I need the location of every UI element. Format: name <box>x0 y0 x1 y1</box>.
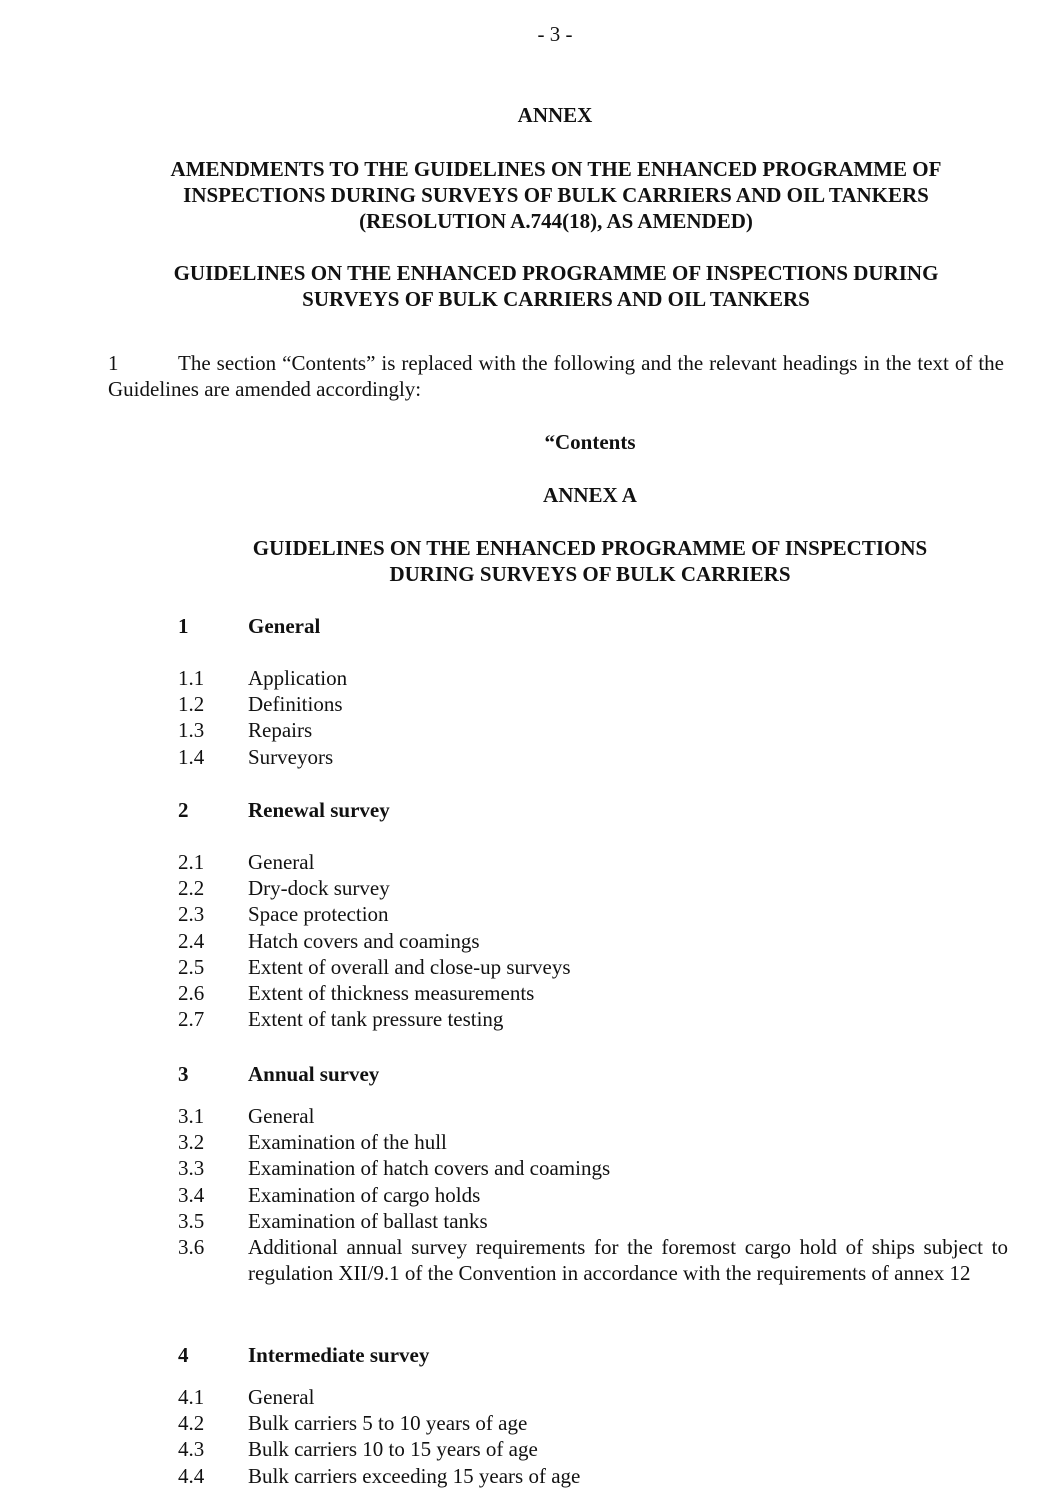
item-number: 3.3 <box>178 1156 205 1181</box>
toc-item <box>178 849 1008 875</box>
toc-item <box>178 1006 1008 1032</box>
section-number: 2 <box>178 798 189 822</box>
toc-item <box>178 665 1008 691</box>
section-title: Annual survey <box>248 1062 380 1086</box>
annex-a-title: GUIDELINES ON THE ENHANCED PROGRAMME OF INSPECTIONS DURING SURVEYS OF BULK CARRIERS <box>252 536 928 586</box>
paragraph-1 <box>108 350 1004 402</box>
item-number: 3.6 <box>178 1235 205 1260</box>
item-number: 3.4 <box>178 1182 205 1207</box>
annex-heading: ANNEX <box>517 103 593 127</box>
toc-item <box>178 1129 1008 1155</box>
toc-item <box>178 1410 1008 1436</box>
toc-item <box>178 1208 1008 1234</box>
toc-section-3-items <box>178 1103 1008 1286</box>
item-number: 3.2 <box>178 1130 205 1155</box>
section-title: Intermediate survey <box>248 1343 430 1367</box>
toc-item <box>178 1155 1008 1181</box>
item-number: 2.1 <box>178 850 205 874</box>
item-title: General <box>248 1385 315 1409</box>
item-title: Hatch covers and coamings <box>248 928 480 953</box>
item-title: Bulk carriers 10 to 15 years of age <box>248 1437 538 1462</box>
toc-item <box>178 928 1008 954</box>
item-number: 1.3 <box>178 718 205 743</box>
toc-section-2-items <box>178 849 1008 1032</box>
item-number: 2.2 <box>178 876 205 901</box>
item-number: 1.2 <box>178 692 205 717</box>
toc-item <box>178 1436 1008 1462</box>
page-number: - 3 - <box>537 22 573 46</box>
item-title: Bulk carriers 5 to 10 years of age <box>248 1411 528 1436</box>
item-title: Dry-dock survey <box>248 876 390 901</box>
section-number: 4 <box>178 1343 189 1367</box>
item-title: Repairs <box>248 718 313 743</box>
amendments-title: AMENDMENTS TO THE GUIDELINES ON THE ENHANCED PROGRAMME OF INSPECTIONS DURING SURVEYS OF BULK CARRIERS AND OIL TANKERS (RESOLUTION A.744(18), AS AMENDED) <box>170 157 942 233</box>
item-number: 4.4 <box>178 1463 205 1488</box>
item-title: Additional annual survey requirements for the foremost cargo hold of ships subject to regulation XII/9.1 of the Convention in accordance with the requirements of annex 12 <box>248 1235 1008 1286</box>
item-title: Examination of ballast tanks <box>248 1208 488 1233</box>
item-title: Examination of cargo holds <box>248 1182 481 1207</box>
item-title: General <box>248 1104 315 1128</box>
toc-item <box>178 1103 1008 1129</box>
section-title: General <box>248 614 321 638</box>
item-number: 2.4 <box>178 928 205 953</box>
toc-section-4 <box>178 1342 1008 1368</box>
item-number: 1.1 <box>178 666 205 690</box>
item-number: 2.7 <box>178 1007 205 1032</box>
item-title: Space protection <box>248 902 389 927</box>
item-number: 3.5 <box>178 1208 205 1233</box>
item-title: Surveyors <box>248 744 334 769</box>
item-number: 4.3 <box>178 1437 205 1462</box>
guidelines-title: GUIDELINES ON THE ENHANCED PROGRAMME OF INSPECTIONS DURING SURVEYS OF BULK CARRIERS AND OIL TANKERS <box>173 261 939 311</box>
item-title: Extent of tank pressure testing <box>248 1007 504 1032</box>
item-number: 2.5 <box>178 954 205 979</box>
item-title: Examination of the hull <box>248 1130 447 1155</box>
paragraph-number: 1 <box>108 351 119 375</box>
item-title: Definitions <box>248 692 343 717</box>
toc-section-1 <box>178 613 1008 639</box>
toc-item <box>178 744 1008 770</box>
item-title: Examination of hatch covers and coamings <box>248 1156 611 1181</box>
toc-item <box>178 901 1008 927</box>
section-title: Renewal survey <box>248 798 390 822</box>
toc-section-1-items <box>178 665 1008 770</box>
section-number: 3 <box>178 1062 189 1086</box>
item-number: 1.4 <box>178 744 205 769</box>
toc-item <box>178 717 1008 743</box>
item-number: 4.2 <box>178 1411 205 1436</box>
toc-item <box>178 1234 1008 1286</box>
item-title: Bulk carriers exceeding 15 years of age <box>248 1463 581 1488</box>
toc-item <box>178 1463 1008 1489</box>
toc-section-3 <box>178 1061 1008 1087</box>
item-number: 4.1 <box>178 1385 205 1409</box>
toc-section-4-items <box>178 1384 1008 1489</box>
item-number: 2.6 <box>178 981 205 1006</box>
toc-item <box>178 1384 1008 1410</box>
item-title: General <box>248 850 315 874</box>
toc-item <box>178 954 1008 980</box>
toc-item <box>178 691 1008 717</box>
paragraph-text: The section “Contents” is replaced with the following and the relevant headings in the text of the Guidelines are amended accordingly: <box>108 351 1004 401</box>
item-number: 2.3 <box>178 902 205 927</box>
toc-section-2 <box>178 797 1008 823</box>
item-number: 3.1 <box>178 1104 205 1128</box>
toc-item <box>178 980 1008 1006</box>
item-title: Application <box>248 666 348 690</box>
annex-a-heading: ANNEX A <box>543 483 637 507</box>
item-title: Extent of thickness measurements <box>248 981 535 1006</box>
toc-item <box>178 875 1008 901</box>
toc-item <box>178 1182 1008 1208</box>
item-title: Extent of overall and close-up surveys <box>248 954 571 979</box>
section-number: 1 <box>178 614 189 638</box>
contents-heading: “Contents <box>544 430 636 454</box>
